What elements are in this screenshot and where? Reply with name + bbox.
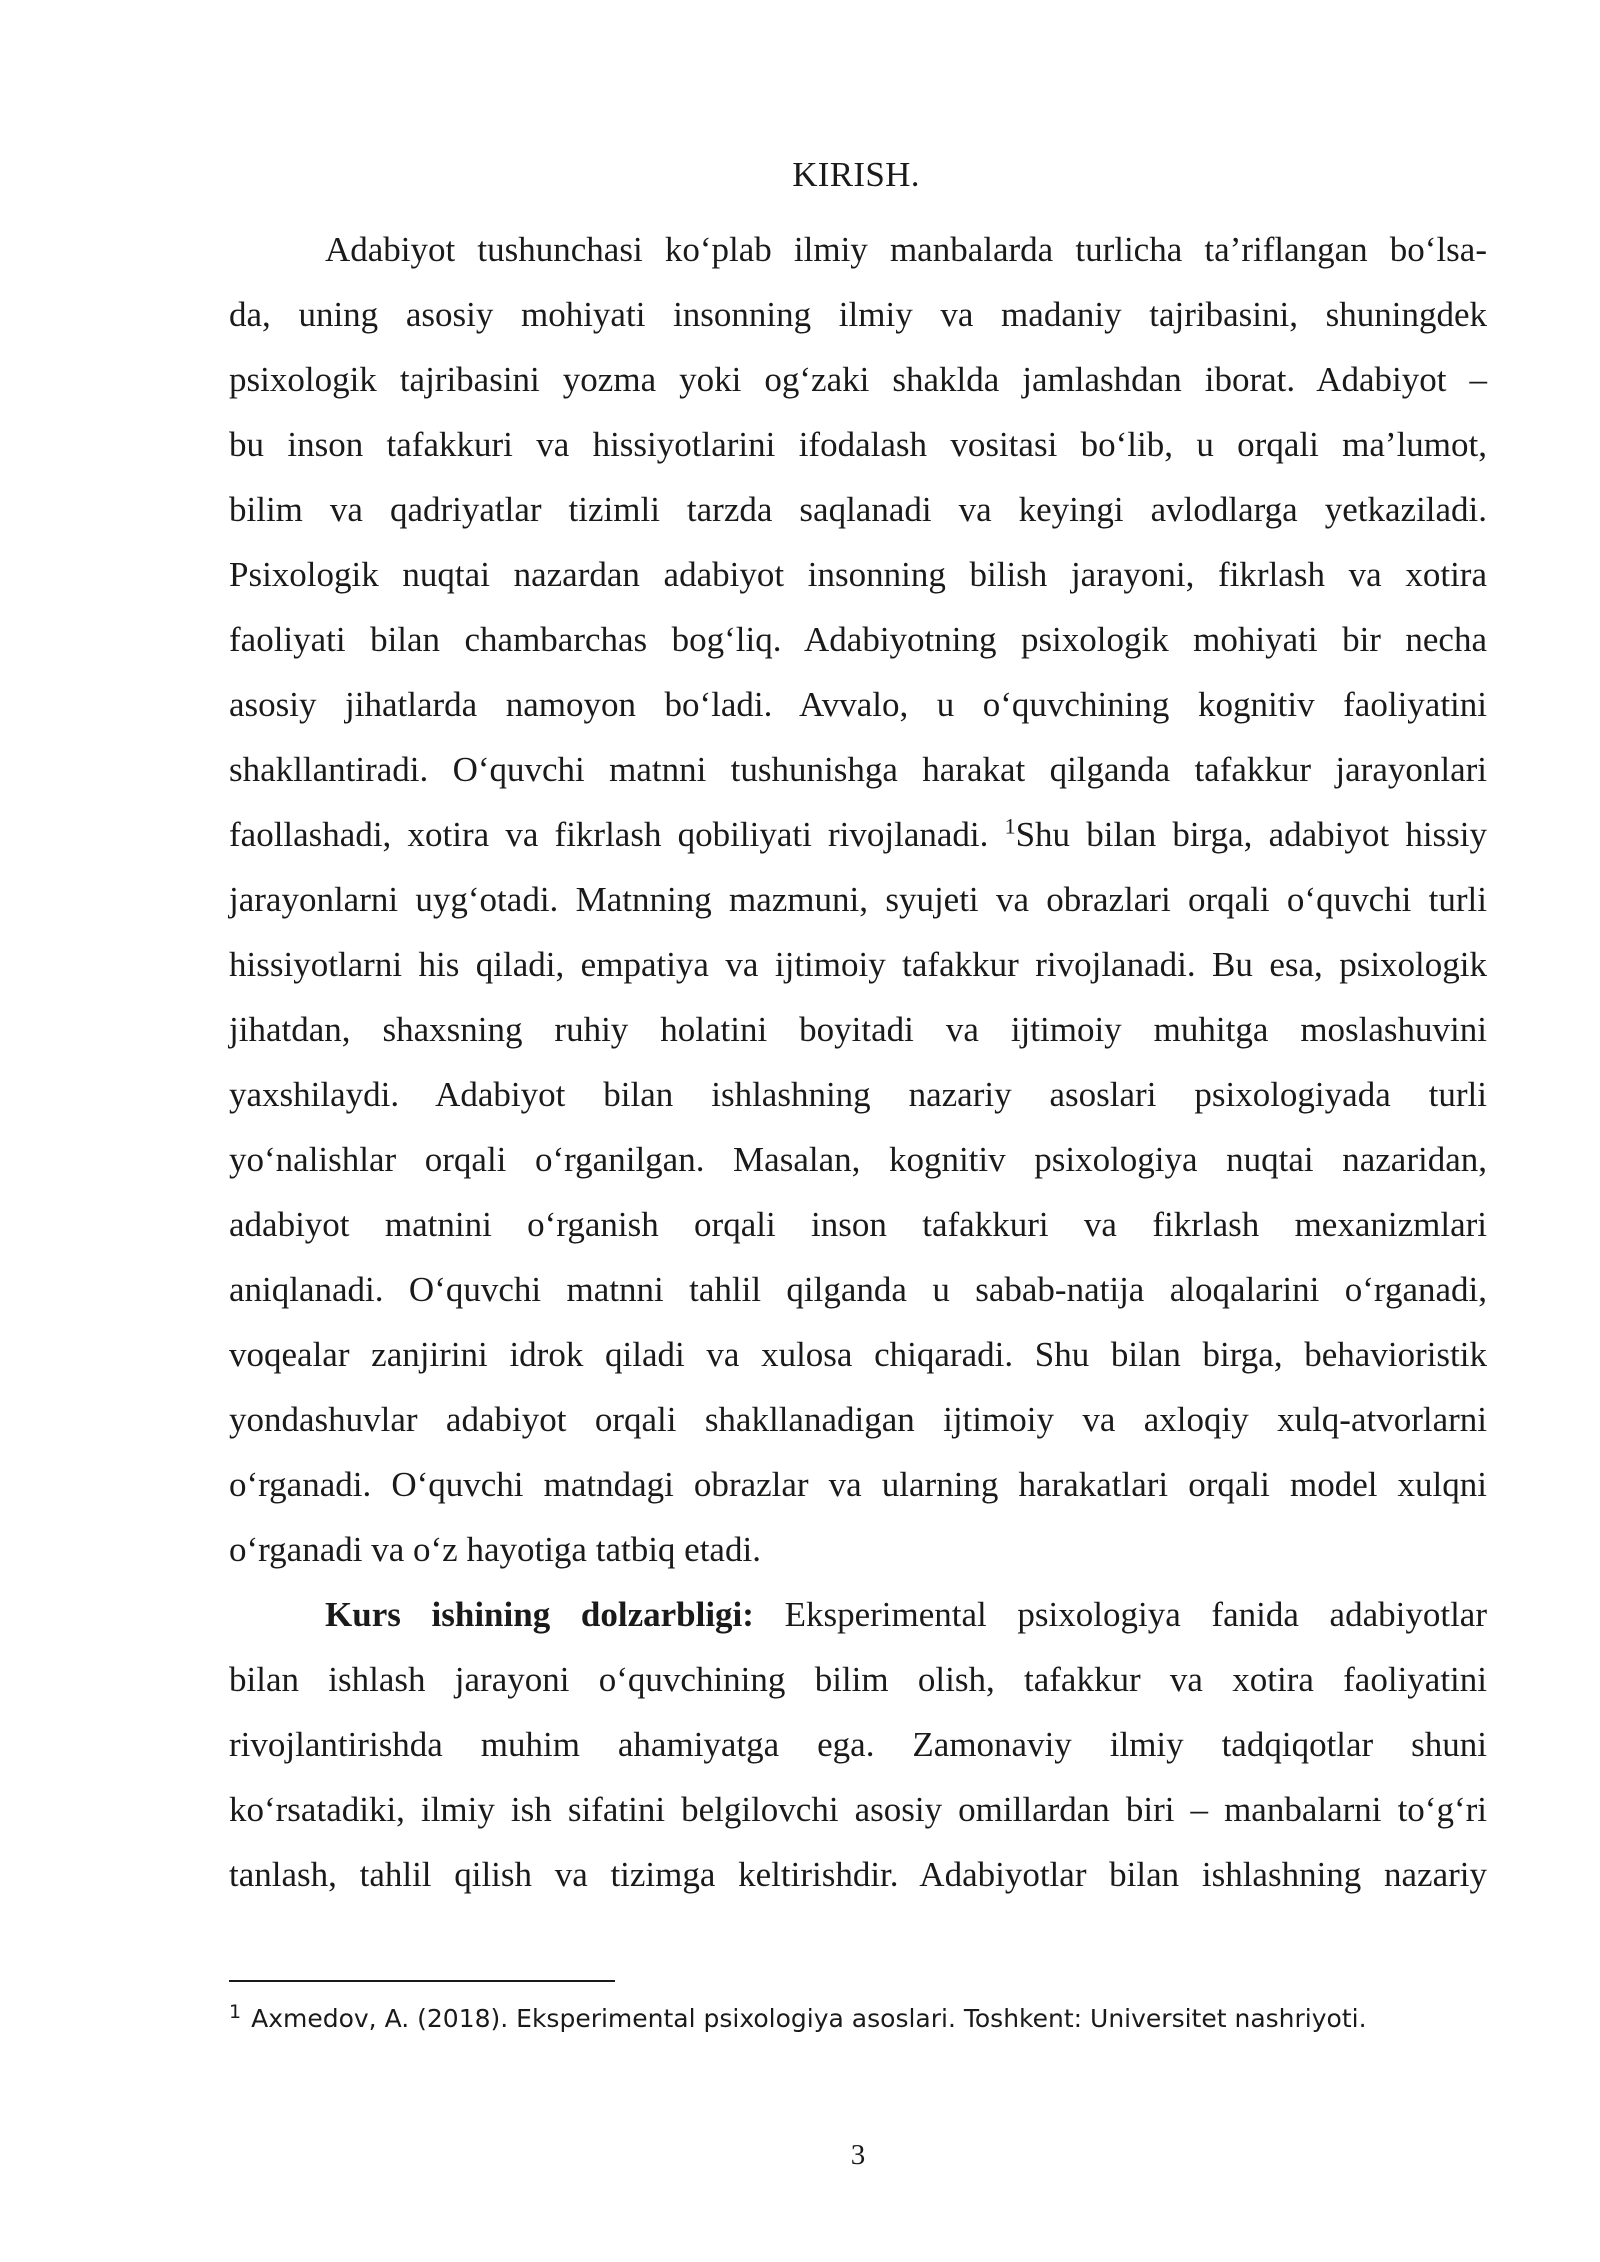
text-line: asosiy jihatlarda namoyon bo‘ladi. Avvalo, u o‘quvchining kognitiv faoliyatini: [229, 685, 1487, 724]
text-line: ko‘rsatadiki, ilmiy ish sifatini belgilovchi asosiy omillardan biri – manbalarni to‘g‘ri: [229, 1790, 1487, 1829]
text-line: bilan ishlash jarayoni o‘quvchining bilim olish, tafakkur va xotira faoliyatini: [229, 1660, 1487, 1699]
text-line: rivojlantirishda muhim ahamiyatga ega. Zamonaviy ilmiy tadqiqotlar shuni: [229, 1725, 1487, 1764]
text-line: yaxshilaydi. Adabiyot bilan ishlashning nazariy asoslari psixologiyada turli: [229, 1075, 1487, 1114]
text-line-with-footnote: [229, 802, 1487, 867]
body-text: [229, 217, 1487, 1907]
text-line: yondashuvlar adabiyot orqali shakllanadigan ijtimoiy va axloqiy xulq-atvorlarni: [229, 1400, 1487, 1439]
text-line: voqealar zanjirini idrok qiladi va xulosa chiqaradi. Shu bilan birga, behavioristik: [229, 1335, 1487, 1374]
text-segment: Shu bilan birga, adabiyot hissiy: [1015, 815, 1488, 854]
footnote: [229, 2002, 1489, 2036]
section-heading: KIRISH.: [792, 155, 920, 194]
text-segment: Eksperimental psixologiya fanida adabiyotlar: [753, 1595, 1487, 1634]
text-line: bilim va qadriyatlar tizimli tarzda saqlanadi va keyingi avlodlarga yetkaziladi.: [229, 490, 1487, 529]
text-line: jarayonlarni uyg‘otadi. Matnning mazmuni, syujeti va obrazlari orqali o‘quvchi turli: [229, 880, 1487, 919]
text-line: faoliyati bilan chambarchas bog‘liq. Adabiyotning psixologik mohiyati bir necha: [229, 620, 1487, 659]
footnote-reference[interactable]: 1: [1004, 813, 1016, 839]
relevance-label: Kurs ishining dolzarbligi:: [325, 1595, 754, 1634]
text-line: o‘rganadi va o‘z hayotiga tatbiq etadi.: [229, 1530, 761, 1569]
paragraph-relevance: [229, 1582, 1487, 1907]
text-line: psixologik tajribasini yozma yoki og‘zaki shaklda jamlashdan iborat. Adabiyot –: [229, 360, 1487, 399]
text-line: Psixologik nuqtai nazardan adabiyot insonning bilish jarayoni, fikrlash va xotira: [229, 555, 1487, 594]
text-line: bu inson tafakkuri va hissiyotlarini ifodalash vositasi bo‘lib, u orqali ma’lumot,: [229, 425, 1487, 464]
footnote-separator: [229, 1980, 615, 1982]
footnote-text: Axmedov, A. (2018). Eksperimental psixologiya asoslari. Toshkent: Universitet nashriyoti.: [251, 2004, 1367, 2033]
page-number: 3: [850, 2139, 866, 2171]
paragraph-introduction: [229, 217, 1487, 1582]
text-line: aniqlanadi. O‘quvchi matnni tahlil qilganda u sabab-natija aloqalarini o‘rganadi,: [229, 1270, 1487, 1309]
footnote-marker: 1: [229, 2000, 242, 2023]
text-line-with-label: [229, 1582, 1487, 1647]
text-line: Adabiyot tushunchasi ko‘plab ilmiy manbalarda turlicha ta’riflangan bo‘lsa-: [325, 230, 1487, 269]
text-line: yo‘nalishlar orqali o‘rganilgan. Masalan, kognitiv psixologiya nuqtai nazaridan,: [229, 1140, 1487, 1179]
text-line: tanlash, tahlil qilish va tizimga keltirishdir. Adabiyotlar bilan ishlashning nazariy: [229, 1855, 1487, 1894]
text-line: adabiyot matnini o‘rganish orqali inson tafakkuri va fikrlash mexanizmlari: [229, 1205, 1487, 1244]
text-line: hissiyotlarni his qiladi, empatiya va ijtimoiy tafakkur rivojlanadi. Bu esa, psixologik: [229, 945, 1487, 984]
text-segment: faollashadi, xotira va fikrlash qobiliyati rivojlanadi.: [229, 815, 1005, 854]
text-line: o‘rganadi. O‘quvchi matndagi obrazlar va ularning harakatlari orqali model xulqni: [229, 1465, 1487, 1504]
text-line: da, uning asosiy mohiyati insonning ilmiy va madaniy tajribasini, shuningdek: [229, 295, 1487, 334]
text-line: jihatdan, shaxsning ruhiy holatini boyitadi va ijtimoiy muhitga moslashuvini: [229, 1010, 1487, 1049]
text-line: shakllantiradi. O‘quvchi matnni tushunishga harakat qilganda tafakkur jarayonlari: [229, 750, 1487, 789]
